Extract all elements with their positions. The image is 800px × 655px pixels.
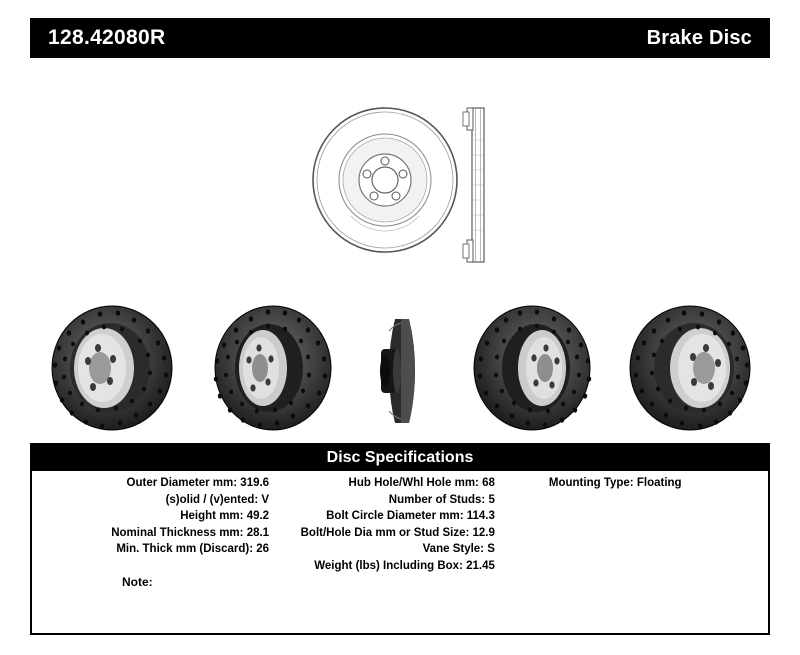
spec-label: Height mm: xyxy=(180,510,244,522)
spec-column-right xyxy=(523,475,768,574)
spec-row xyxy=(32,492,269,509)
front-left-angled-view xyxy=(40,303,180,433)
spec-row xyxy=(32,541,269,558)
spec-value: Floating xyxy=(636,477,682,489)
spec-label: Weight (lbs) Including Box: xyxy=(314,559,463,572)
note-label: Note: xyxy=(122,575,153,589)
part-number: 128.42080R xyxy=(48,26,166,49)
top-face-view xyxy=(305,100,465,260)
spec-label: Outer Diameter mm: xyxy=(126,477,238,489)
spec-label: Bolt/Hole Dia mm or Stud Size: xyxy=(300,526,470,539)
page-title: Brake Disc xyxy=(646,26,752,49)
spec-value: 12.9 xyxy=(472,526,495,539)
spec-label: Bolt Circle Diameter mm: xyxy=(326,510,464,522)
spec-row xyxy=(277,541,495,558)
spec-column-middle xyxy=(277,475,523,574)
spec-label: Mounting Type: xyxy=(548,477,634,489)
spec-title: Disc Specifications xyxy=(32,445,768,471)
spec-row xyxy=(277,558,495,575)
spec-row xyxy=(277,492,495,509)
spec-label: (s)olid / (v)ented: xyxy=(165,493,259,506)
spec-value: 21.45 xyxy=(466,559,495,572)
spec-value: 319.6 xyxy=(240,477,270,489)
spec-label: Nominal Thickness mm: xyxy=(111,526,244,539)
spec-value: S xyxy=(487,543,495,555)
spec-row xyxy=(32,525,269,542)
spec-label: Min. Thick mm (Discard): xyxy=(116,543,254,555)
spec-row xyxy=(277,508,495,525)
spec-columns xyxy=(32,475,768,574)
spec-row xyxy=(277,475,495,492)
spec-value: V xyxy=(261,493,270,506)
edge-profile-view xyxy=(375,313,430,428)
spec-value: 68 xyxy=(482,477,495,489)
spec-value: 28.1 xyxy=(246,526,270,539)
disc-specifications-panel xyxy=(30,443,770,635)
spec-column-left xyxy=(32,475,277,574)
spec-row xyxy=(32,475,269,492)
spec-label: Number of Studs: xyxy=(388,493,486,506)
spec-row xyxy=(549,475,768,492)
spec-row xyxy=(32,508,269,525)
spec-value: 114.3 xyxy=(466,510,495,522)
spec-value: 49.2 xyxy=(246,510,270,522)
spec-value: 26 xyxy=(256,543,270,555)
drawing-area xyxy=(0,60,800,440)
spec-label: Vane Style: xyxy=(422,543,485,555)
rear-right-angled-view xyxy=(622,303,762,433)
rear-hub-view xyxy=(462,303,602,433)
note-row xyxy=(122,575,153,589)
spec-value: 5 xyxy=(488,493,495,506)
front-hub-view xyxy=(205,303,345,433)
spec-label: Hub Hole/Whl Hole mm: xyxy=(348,477,479,489)
top-edge-section-view xyxy=(455,100,505,270)
header-bar xyxy=(30,18,770,58)
spec-row xyxy=(277,525,495,542)
